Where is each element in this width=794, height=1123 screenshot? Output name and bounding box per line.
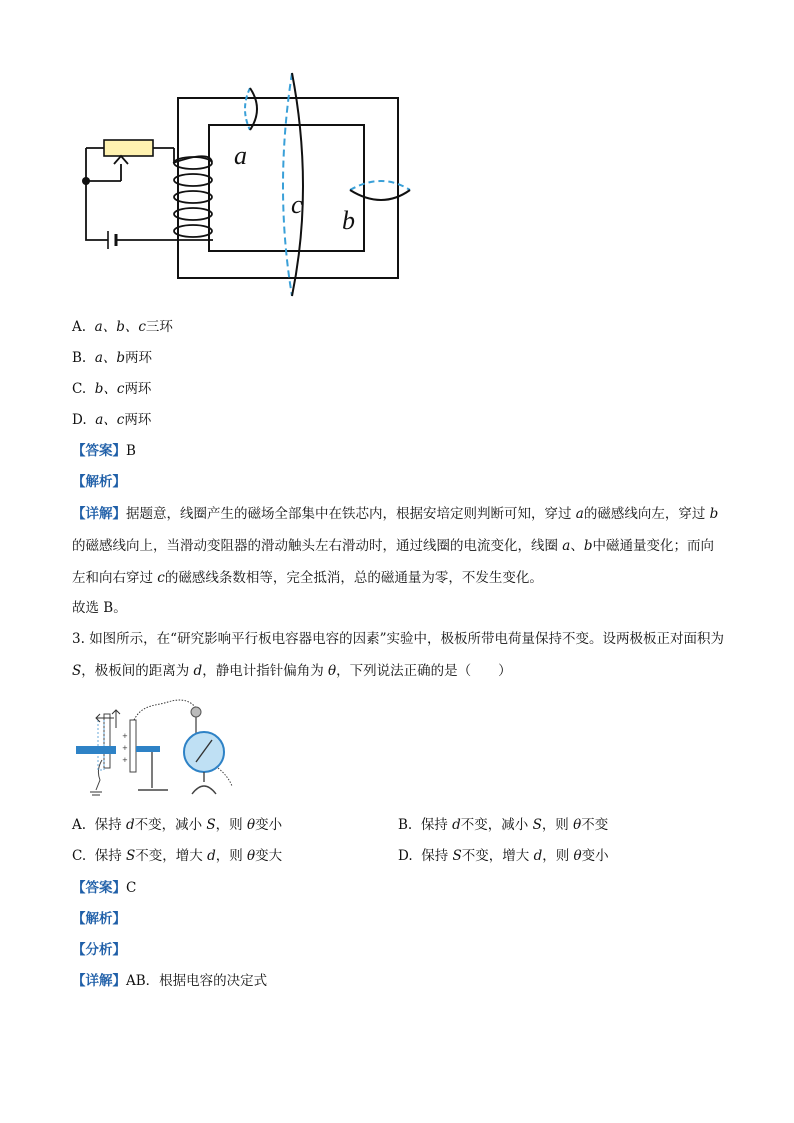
q3-option-b: B. 保持 d不变，减小 S，则 θ不变 — [398, 817, 609, 833]
capacitor-electrometer-figure — [72, 698, 268, 802]
electrometer-base — [192, 772, 216, 794]
svg-text:+: + — [122, 732, 128, 740]
slider-arrow — [106, 156, 128, 181]
q3-option-c: C. 保持 S不变，增大 d，则 θ变大 — [72, 848, 283, 864]
q2-conclusion: 故选 B。 — [72, 600, 127, 616]
q2-analysis-tag: 【解析】 — [72, 474, 126, 490]
q2-option-b: B. a、b两环 — [72, 350, 153, 366]
rheostat — [104, 140, 153, 156]
q2-option-a: A. a、b、c三环 — [72, 319, 173, 335]
electrometer-knob — [191, 707, 201, 717]
q3-stem: 3. 如图所示，在“研究影响平行板电容器电容的因素”实验中，极板所带电荷量保持不变。设两极板正对面积为 S，极板间的距离为 d，静电计指针偏角为 θ，下列说法正确的是（ ） — [72, 631, 724, 679]
junction-dot — [82, 177, 90, 185]
svg-text:+: + — [122, 744, 128, 752]
q3-analysis-tag: 【解析】 — [72, 911, 126, 927]
q2-detail-paragraph: 【详解】据题意，线圈产生的磁场全部集中在铁芯内，根据安培定则判断可知，穿过 a的磁感线向左，穿过 b的磁感线向上，当滑动变阻器的滑动触头左右滑动时，通过线圈的电流变化，线圈 a、b中磁通量变化；而向左和向右穿过 c的磁感线条数相等，完全抵消，总的磁通量为零，不发生变化。 — [72, 506, 719, 586]
move-up-arrow — [112, 710, 120, 728]
q2-option-d: D. a、c两环 — [72, 412, 152, 428]
ring-c — [283, 73, 303, 296]
insulating-stand — [138, 752, 168, 790]
right-plate — [130, 720, 136, 772]
q3-fenxi-tag: 【分析】 — [72, 942, 126, 958]
q3-detail: 【详解】AB．根据电容的决定式 — [72, 973, 268, 989]
svg-text:+: + — [122, 756, 128, 764]
q3-option-a: A. 保持 d不变，减小 S，则 θ变小 — [72, 817, 283, 833]
ring-a — [245, 88, 257, 130]
ring-b — [350, 181, 410, 200]
label-b: b — [342, 206, 355, 235]
connecting-wire — [134, 700, 196, 720]
q3-option-d: D. 保持 S不变，增大 d，则 θ变小 — [398, 848, 609, 864]
label-a: a — [234, 141, 247, 170]
circuit-wires — [86, 148, 213, 240]
q2-answer: 【答案】B — [72, 443, 136, 459]
battery — [108, 231, 116, 249]
left-plate — [104, 714, 110, 768]
core-rings-figure — [78, 68, 418, 304]
q2-option-c: C. b、c两环 — [72, 381, 152, 397]
q3-answer: 【答案】C — [72, 880, 137, 896]
iron-core — [178, 98, 398, 278]
label-c: c — [291, 190, 303, 219]
